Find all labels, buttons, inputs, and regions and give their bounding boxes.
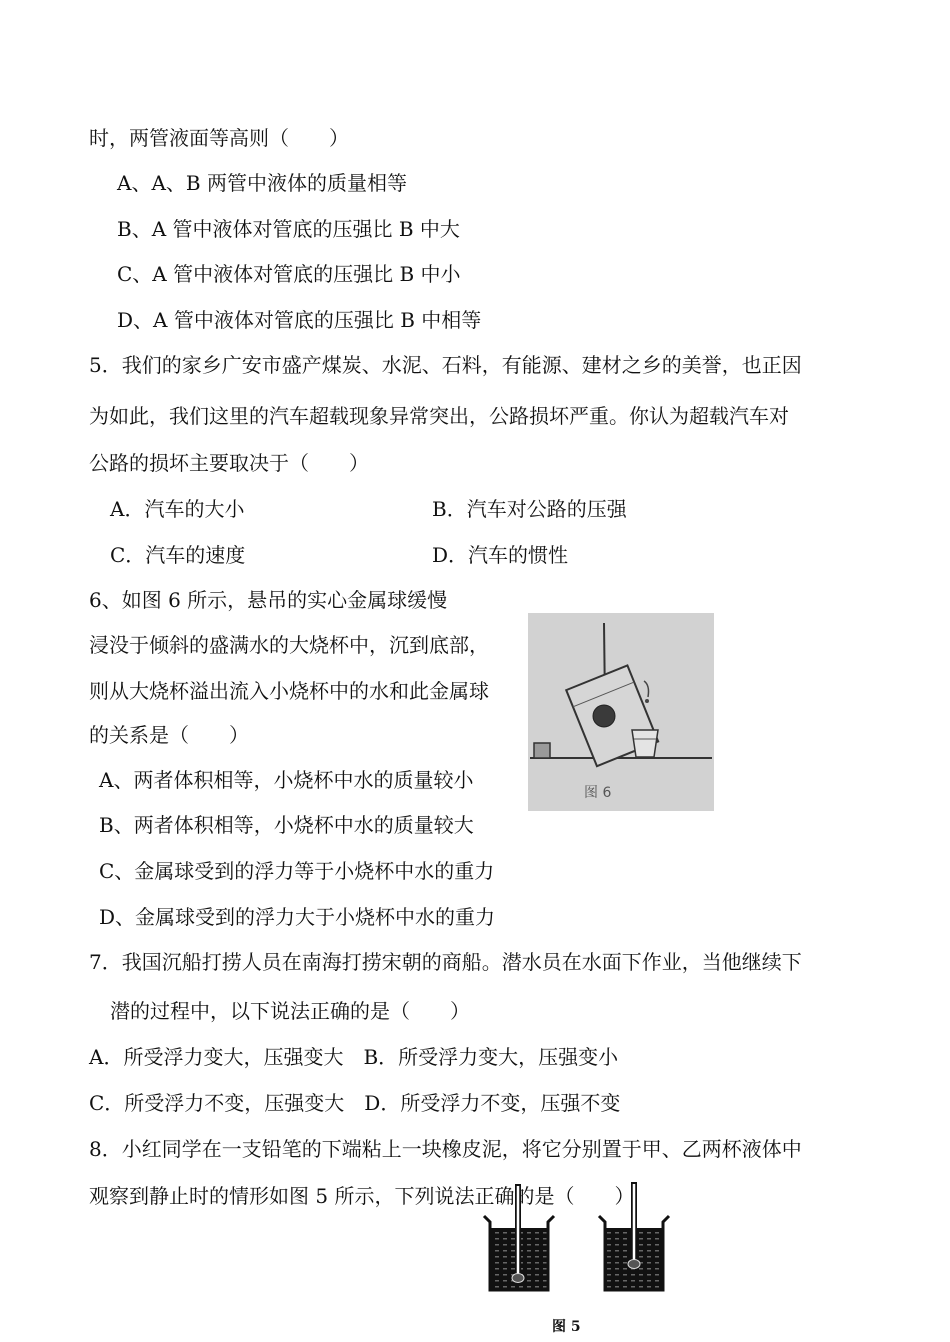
q6-option-b: B、两者体积相等，小烧杯中水的质量较大	[99, 813, 474, 837]
small-beaker	[632, 730, 658, 757]
figure-6	[528, 613, 714, 811]
q5-option-a: A．汽车的大小	[110, 497, 245, 521]
q5-option-c: C．汽车的速度	[110, 543, 246, 567]
beaker-b	[599, 1182, 669, 1290]
wedge-block	[534, 743, 550, 758]
q6-option-d: D、金属球受到的浮力大于小烧杯中水的重力	[99, 905, 496, 929]
q8-stem-line-1: 8．小红同学在一支铅笔的下端粘上一块橡皮泥，将它分别置于甲、乙两杯液体中	[89, 1137, 802, 1161]
q7-stem-line-2: 潜的过程中，以下说法正确的是（ ）	[110, 999, 470, 1023]
q4-option-a: A、A、B 两管中液体的质量相等	[117, 171, 407, 195]
figure-6-drawing	[528, 613, 714, 811]
q7-stem-line-1: 7．我国沉船打捞人员在南海打捞宋朝的商船。潜水员在水面下作业，当他继续下	[89, 950, 802, 974]
figure-6-caption: 图 6	[584, 785, 612, 801]
q7-options-row-2: C．所受浮力不变，压强变大 D．所受浮力不变，压强不变	[89, 1091, 621, 1115]
q5-option-d: D．汽车的惯性	[432, 543, 569, 567]
q4-option-b: B、A 管中液体对管底的压强比 B 中大	[117, 217, 460, 241]
water-drop	[645, 699, 649, 703]
q7-options-row-1: A．所受浮力变大，压强变大 B．所受浮力变大，压强变小	[89, 1045, 619, 1069]
q6-stem-line-2: 浸没于倾斜的盛满水的大烧杯中，沉到底部，	[89, 633, 489, 657]
q4-stem-tail: 时，两管液面等高则（ ）	[89, 126, 349, 150]
q6-option-c: C、金属球受到的浮力等于小烧杯中水的重力	[99, 859, 495, 883]
q8-stem-line-2: 观察到静止时的情形如图 5 所示，下列说法正确的是（ ）	[89, 1184, 635, 1208]
figure-5-drawing	[478, 1182, 678, 1298]
q6-stem-line-1: 6、如图 6 所示，悬吊的实心金属球缓慢	[89, 588, 448, 612]
beaker-a	[484, 1184, 554, 1290]
q6-option-a: A、两者体积相等，小烧杯中水的质量较小	[99, 768, 474, 792]
q6-stem-line-3: 则从大烧杯溢出流入小烧杯中的水和此金属球	[89, 679, 489, 703]
q4-option-c: C、A 管中液体对管底的压强比 B 中小	[117, 262, 461, 286]
q5-stem-line-2: 为如此，我们这里的汽车超载现象异常突出，公路损坏严重。你认为超载汽车对	[89, 404, 789, 428]
q4-option-d: D、A 管中液体对管底的压强比 B 中相等	[117, 308, 482, 332]
q5-stem-line-3: 公路的损坏主要取决于（ ）	[89, 451, 369, 475]
figure-5	[478, 1182, 678, 1298]
metal-ball	[593, 705, 615, 727]
q5-option-b: B．汽车对公路的压强	[432, 497, 627, 521]
overflow-stream	[644, 681, 649, 697]
q5-stem-line-1: 5．我们的家乡广安市盛产煤炭、水泥、石料，有能源、建材之乡的美誉，也正因	[89, 353, 802, 377]
q6-stem-line-4: 的关系是（ ）	[89, 723, 249, 747]
figure-5-caption: 图 5	[552, 1319, 581, 1335]
